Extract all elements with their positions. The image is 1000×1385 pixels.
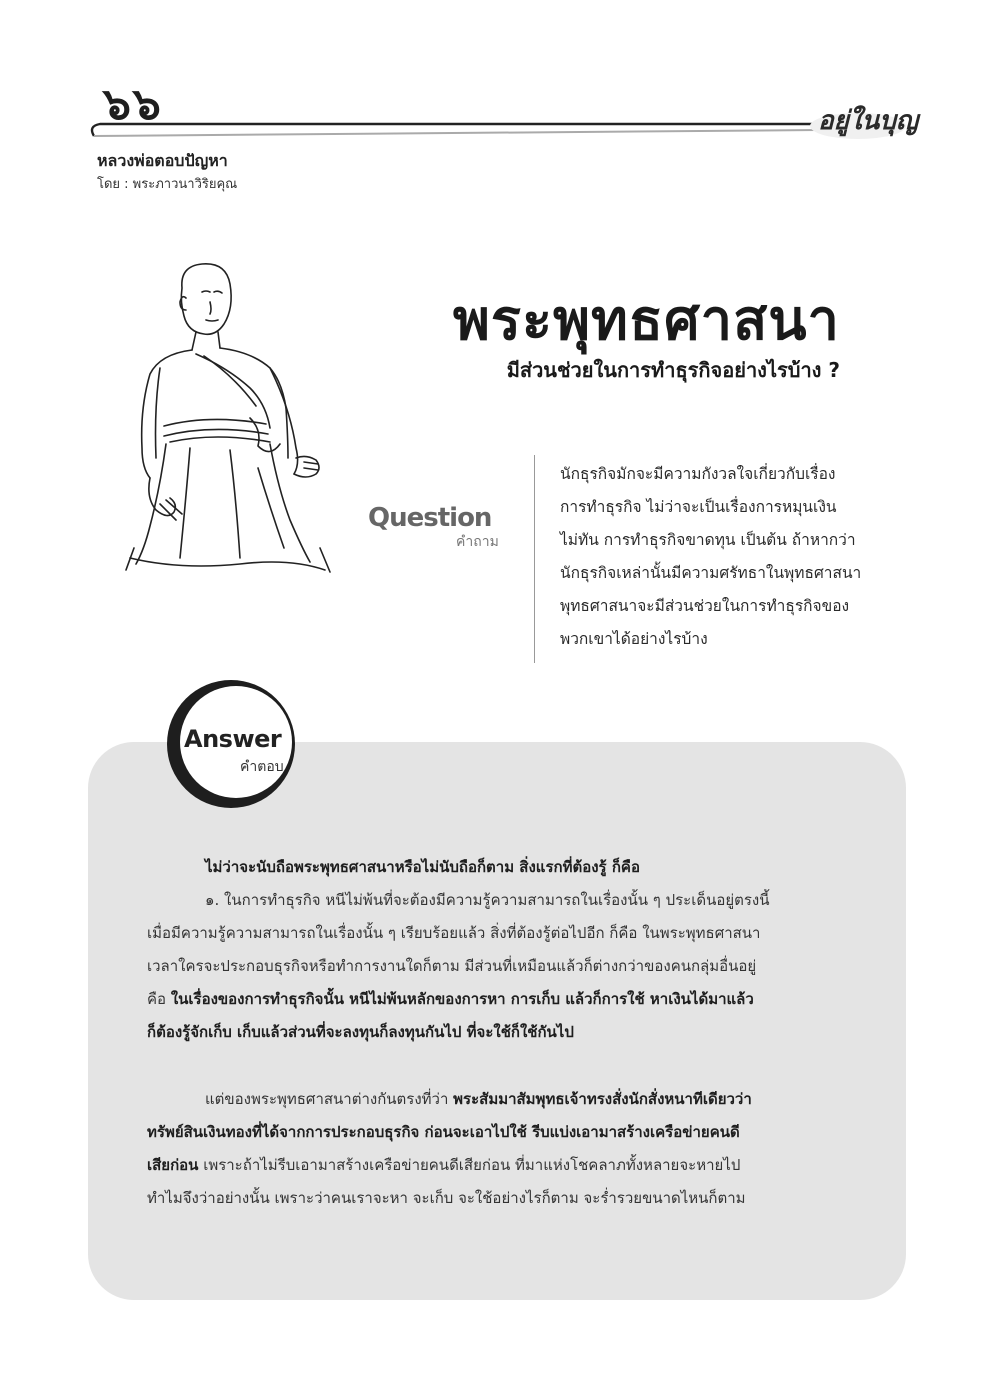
subtitle: มีส่วนช่วยในการทำธุรกิจอย่างไรบ้าง ? <box>506 358 840 382</box>
question-line: พุทธศาสนาจะมีส่วนช่วยในการทำธุรกิจของ <box>560 597 850 615</box>
question-divider <box>534 455 535 663</box>
question-text <box>560 458 890 656</box>
question-line: การทำธุรกิจ ไม่ว่าจะเป็นเรื่องการหมุนเงิน <box>560 498 837 516</box>
answer-line: คือ ในเรื่องของการทำธุรกิจนั้น หนีไม่พ้นหลักของการหา การเก็บ แล้วก็การใช้ หาเงินได้มาแล้ว <box>147 990 754 1008</box>
page-number: ๖๖ <box>103 79 163 130</box>
answer-line: เสียก่อน เพราะถ้าไม่รีบเอามาสร้างเครือข่ายคนดีเสียก่อน ที่มาแห่งโชคลาภทั้งหลายจะหายไป <box>147 1156 741 1174</box>
answer-intro: ไม่ว่าจะนับถือพระพุทธศาสนาหรือไม่นับถือก็ตาม สิ่งแรกที่ต้องรู้ ก็คือ <box>205 858 640 876</box>
answer-body <box>147 851 867 1215</box>
byline: โดย : พระภาวนาวิริยคุณ <box>97 177 238 192</box>
answer-label-thai: คำตอบ <box>240 759 284 775</box>
question-label-thai: คำถาม <box>456 534 499 550</box>
question-line: ไม่ทัน การทำธุรกิจขาดทุน เป็นต้น ถ้าหากว่า <box>560 531 856 549</box>
header-logo: อยู่ในบุญ <box>818 106 918 136</box>
main-title: พระพุทธศาสนา <box>453 288 840 353</box>
monk-illustration <box>120 258 340 578</box>
question-line: นักธุรกิจเหล่านั้นมีความศรัทธาในพุทธศาสนา <box>560 564 862 582</box>
answer-label: Answer <box>184 725 282 753</box>
answer-line: เวลาใครจะประกอบธุรกิจหรือทำการงานใดก็ตาม มีส่วนที่เหมือนแล้วก็ต่างกว่าของคนกลุ่มอื่นอยู่ <box>147 957 757 975</box>
answer-line: ทรัพย์สินเงินทองที่ได้จากการประกอบธุรกิจ ก่อนจะเอาไปใช้ รีบแบ่งเอามาสร้างเครือข่ายคนดี <box>147 1123 740 1141</box>
answer-line: เมื่อมีความรู้ความสามารถในเรื่องนั้น ๆ เรียบร้อยแล้ว สิ่งที่ต้องรู้ต่อไปอีก ก็คือ ในพระพุทธศาสนา <box>147 924 761 942</box>
answer-line: ทำไมจึงว่าอย่างนั้น เพราะว่าคนเราจะหา จะเก็บ จะใช้อย่างไรก็ตาม จะร่ำรวยขนาดไหนก็ตาม <box>147 1189 746 1207</box>
answer-line: ก็ต้องรู้จักเก็บ เก็บแล้วส่วนที่จะลงทุนก็ลงทุนกันไป ที่จะใช้ก็ใช้กันไป <box>147 1023 574 1041</box>
question-label: Question <box>368 503 492 533</box>
answer-line: ๑. ในการทำธุรกิจ หนีไม่พ้นที่จะต้องมีความรู้ความสามารถในเรื่องนั้น ๆ ประเด็นอยู่ตรงนี้ <box>205 891 770 909</box>
answer-line: แต่ของพระพุทธศาสนาต่างกันตรงที่ว่า พระสัมมาสัมพุทธเจ้าทรงสั่งนักสั่งหนาทีเดียวว่า <box>205 1090 752 1108</box>
question-line: พวกเขาได้อย่างไรบ้าง <box>560 630 708 648</box>
header-rule <box>88 112 908 140</box>
question-line: นักธุรกิจมักจะมีความกังวลใจเกี่ยวกับเรื่อง <box>560 465 836 483</box>
section-title: หลวงพ่อตอบปัญหา <box>97 151 228 170</box>
